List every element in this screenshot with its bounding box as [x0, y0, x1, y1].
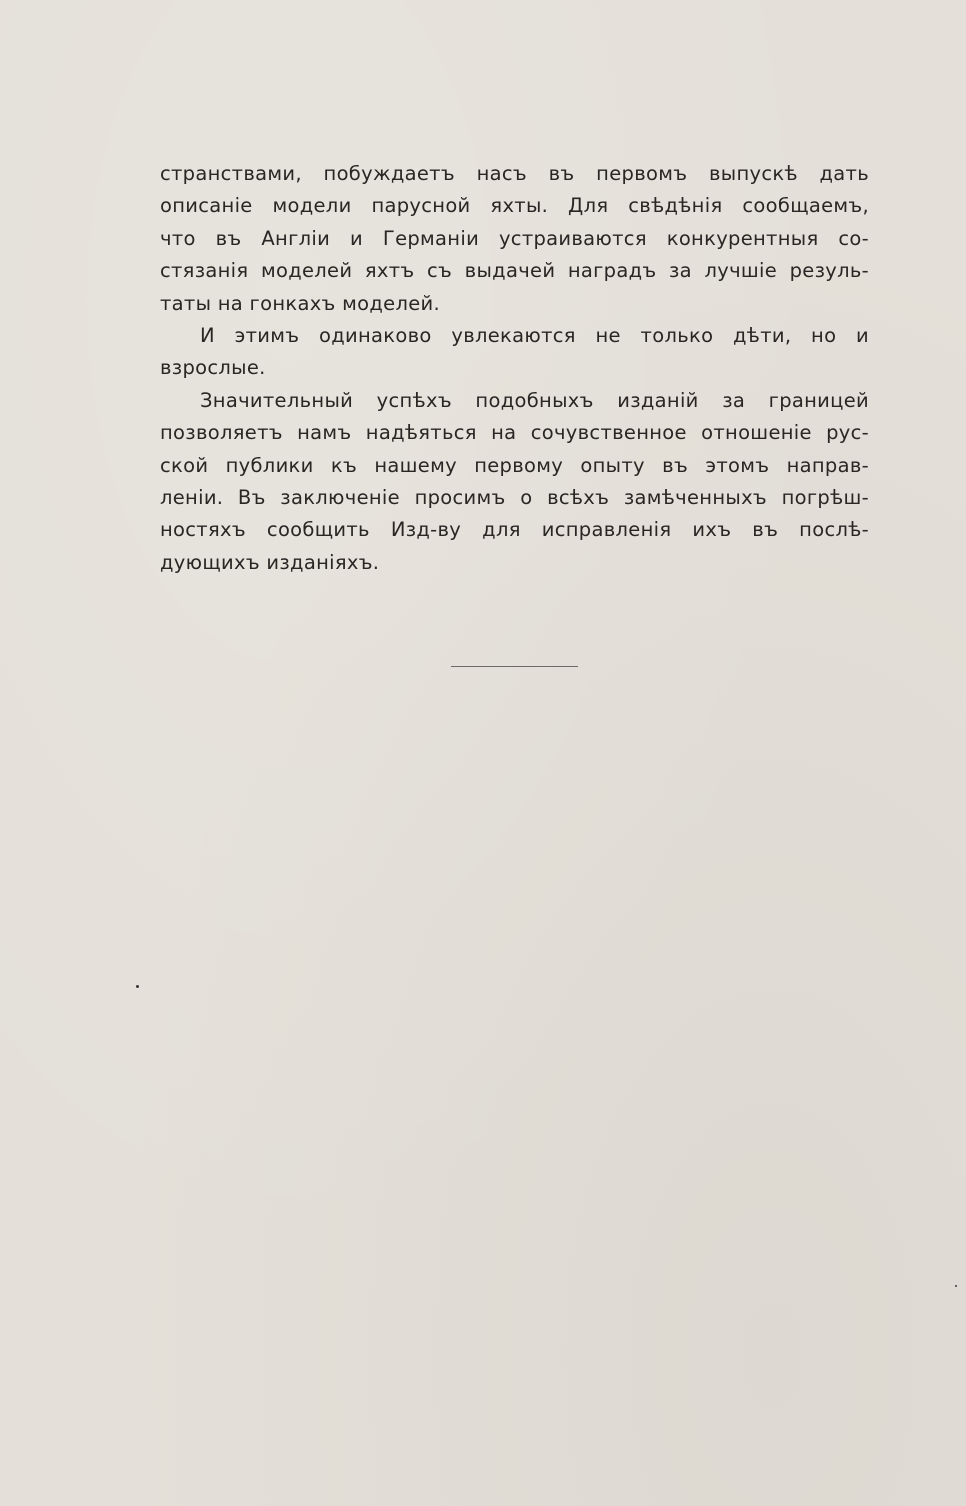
text-line: ской публики къ нашему первому опыту въ этомъ направ- [160, 453, 869, 477]
body-text [160, 158, 869, 579]
text-line: ностяхъ сообщить Изд-ву для исправленія ихъ въ послѣ- [160, 518, 869, 542]
text-line: стязанія моделей яхтъ съ выдачей наградъ за лучшіе резуль- [160, 259, 869, 283]
text-line: леніи. Въ заключеніе просимъ о всѣхъ замѣченныхъ погрѣш- [160, 485, 869, 509]
text-line: взрослые. [160, 356, 266, 380]
text-line: что въ Англіи и Германіи устраиваются конкурентныя со- [160, 226, 869, 250]
text-line: таты на гонкахъ моделей. [160, 291, 440, 315]
text-line: описаніе модели парусной яхты. Для свѣдѣнія сообщаемъ, [160, 194, 869, 218]
section-divider [451, 666, 578, 667]
text-line: Значительный успѣхъ подобныхъ изданій за границей [200, 388, 869, 412]
text-line: странствами, побуждаетъ насъ въ первомъ выпускѣ дать [160, 162, 869, 185]
text-line: дующихъ изданіяхъ. [160, 550, 380, 574]
paper-speck [955, 1285, 957, 1287]
paper-speck [136, 985, 139, 988]
text-line: И этимъ одинаково увлекаются не только дѣти, но и [200, 323, 869, 347]
text-line: позволяетъ намъ надѣяться на сочувственное отношеніе рус- [160, 421, 869, 445]
